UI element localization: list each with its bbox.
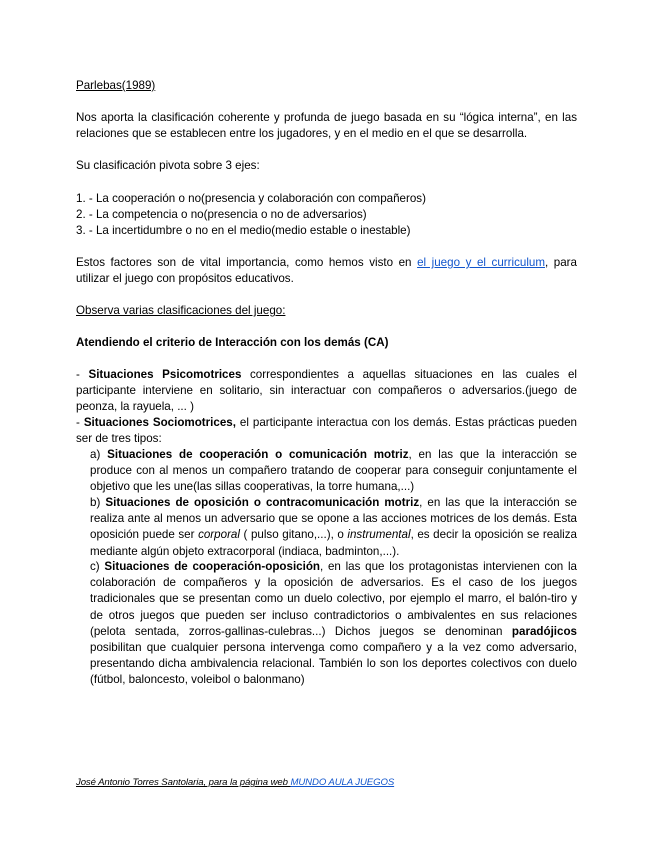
type-c-prefix: c)	[90, 560, 105, 573]
psicomotrices-paragraph	[76, 367, 577, 416]
type-c-paradoxical-term: paradójicos	[511, 624, 577, 638]
socio-term: Situaciones Sociomotrices,	[83, 416, 236, 429]
factors-text-after: , para utilizar el juego con propósitos educativos.	[76, 256, 577, 286]
type-b-paragraph	[90, 495, 577, 560]
footer-author: José Antonio Torres Santolaria, para la página web	[76, 777, 291, 788]
type-a-paragraph	[90, 447, 577, 496]
axes-list	[76, 191, 577, 240]
type-c-term: Situaciones de cooperación-oposición	[104, 560, 320, 573]
socio-prefix: -	[76, 416, 84, 429]
axis-item: 2. - La competencia o no(presencia o no de adversarios)	[76, 208, 367, 222]
type-b-italic-instrumental: instrumental	[347, 528, 411, 542]
type-b-italic-corporal: corporal	[198, 528, 240, 542]
psico-text: correspondientes a aquellas situaciones en las cuales el participante interviene en solitario, sin interactuar con compañeros o adversarios.(juego de peonza, la rayuela, ... )	[76, 368, 577, 414]
type-a-text: , en las que la interacción se produce con al menos un compañero tratando de cooperar para conseguir conjuntamente el objetivo que les une(las sillas cooperativas, la torre humana,...)	[90, 448, 577, 494]
criterion-heading: Atendiendo el criterio de Interacción con los demás (CA)	[76, 336, 389, 349]
type-c-text: posibilitan que cualquier persona intervenga como compañero y a la vez como adversario, presentando dicha ambivalencia relacional. También lo son los deportes colectivos con duelo (fútbol, baloncesto, voleibol o balonmano)	[90, 641, 577, 687]
factors-paragraph	[76, 255, 577, 287]
type-b-text: , en las que la interacción se realiza ante al menos un adversario que se opone a las acciones motrices de los demás. Esta oposición puede ser	[90, 496, 577, 542]
curriculum-link[interactable]: el juego y el curriculum	[417, 256, 545, 269]
socio-text: el participante interactua con los demás. Estas prácticas pueden ser de tres tipos:	[76, 416, 577, 446]
type-b-text: ( pulso gitano,...), o	[239, 528, 348, 542]
type-b-text: , es decir la oposición se realiza mediante algún objeto extracorporal (indiaca, badminton,...).	[90, 528, 578, 558]
pivot-line: Su clasificación pivota sobre 3 ejes:	[76, 159, 260, 172]
type-c-paragraph	[90, 559, 577, 689]
factors-text-before: Estos factores son de vital importancia, como hemos visto en	[76, 256, 418, 269]
axis-item: 3. - La incertidumbre o no en el medio(medio estable o inestable)	[76, 224, 411, 238]
intro-paragraph: Nos aporta la clasificación coherente y profunda de juego basada en su “lógica interna”, en las relaciones que se establecen entre los jugadores, y en el medio en el que se desarrolla.	[76, 111, 577, 141]
type-c-text: , en las que los protagonistas intervienen con la colaboración de compañeros y la oposición de adversarios. Es el caso de los juegos tradicionales que se presentan como un duelo colectivo, por ejemplo el marro, el balón-tiro y de otros juegos que pueden ser incluso contradictorios o ambivalentes en sus relaciones (pelota sentada, zorros-gallinas-culebras...) Dichos juegos se denominan	[90, 560, 577, 638]
heading: Parlebas(1989)	[76, 79, 156, 92]
footer-credit	[76, 777, 394, 788]
psico-prefix: -	[76, 368, 89, 381]
type-a-prefix: a)	[90, 448, 108, 461]
type-b-term: Situaciones de oposición o contracomunicación motriz	[105, 496, 420, 509]
axis-item: 1. - La cooperación o no(presencia y colaboración con compañeros)	[76, 192, 426, 205]
type-b-prefix: b)	[90, 496, 106, 509]
sociomotrices-paragraph	[76, 415, 577, 447]
psico-term: Situaciones Psicomotrices	[88, 368, 242, 381]
observe-line: Observa varias clasificaciones del juego:	[76, 304, 286, 317]
type-a-term: Situaciones de cooperación o comunicación motriz	[107, 448, 409, 461]
footer-site-link[interactable]: MUNDO AULA JUEGOS	[290, 777, 395, 788]
